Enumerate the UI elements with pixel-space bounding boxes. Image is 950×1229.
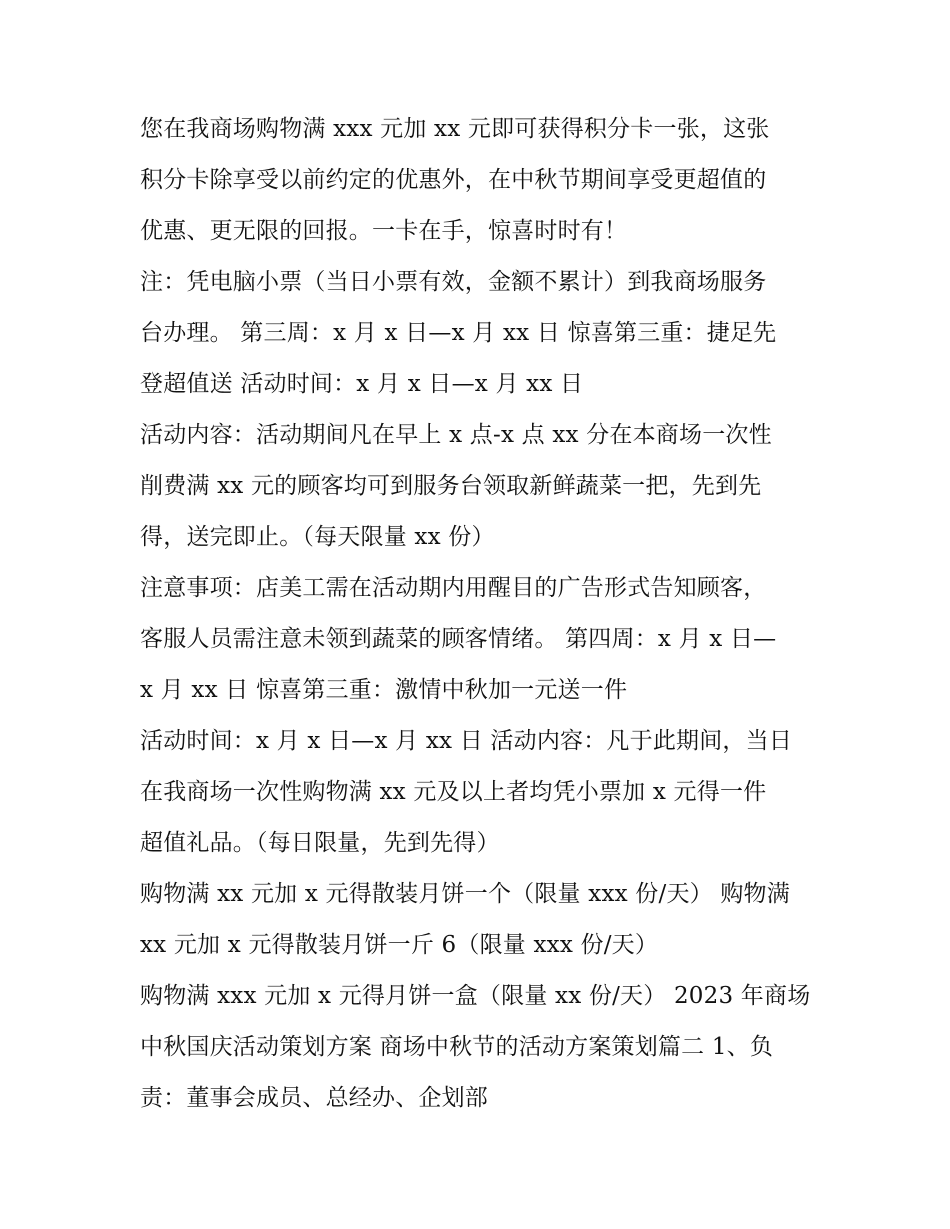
text-line: 超值礼品。（每日限量，先到先得） [140,830,500,856]
text-line: 在我商场一次性购物满 xx 元及以上者均凭小票加 x 元得一件 [140,779,767,805]
text-line: 购物满 xx 元加 x 元得散装月饼一个（限量 xxx 份/天） 购物满 [140,881,790,907]
text-line: 活动内容：活动期间凡在早上 x 点-x 点 xx 分在本商场一次性 [140,422,772,448]
text-line: 台办理。 第三周：x 月 x 日—x 月 xx 日 惊喜第三重：捷足先 [140,320,777,346]
text-line: 积分卡除享受以前约定的优惠外，在中秋节期间享受更超值的 [140,167,767,193]
text-line: 客服人员需注意未领到蔬菜的顾客情绪。 第四周：x 月 x 日— [140,626,777,652]
text-line: 中秋国庆活动策划方案 商场中秋节的活动方案策划篇二 1、负 [140,1034,774,1060]
text-line: x 月 xx 日 惊喜第三重：激情中秋加一元送一件 [140,677,628,703]
text-line: 责：董事会成员、总经办、企划部 [140,1085,488,1111]
text-line: 注：凭电脑小票（当日小票有效，金额不累计）到我商场服务 [140,269,767,295]
text-line: 得，送完即止。（每天限量 xx 份） [140,524,495,550]
text-line: 登超值送 活动时间：x 月 x 日—x 月 xx 日 [140,371,584,397]
text-line: 注意事项：店美工需在活动期内用醒目的广告形式告知顾客， [140,575,767,601]
text-line: 活动时间：x 月 x 日—x 月 xx 日 活动内容：凡于此期间，当日 [140,728,793,754]
text-line: 您在我商场购物满 xxx 元加 xx 元即可获得积分卡一张，这张 [140,116,770,142]
text-line: 削费满 xx 元的顾客均可到服务台领取新鲜蔬菜一把，先到先 [140,473,762,499]
text-line: 优惠、更无限的回报。一卡在手，惊喜时时有！ [140,218,628,244]
text-line: xx 元加 x 元得散装月饼一斤 6（限量 xxx 份/天） [140,932,659,958]
text-line: 购物满 xxx 元加 x 元得月饼一盒（限量 xx 份/天） 2023 年商场 [140,983,811,1009]
body-text [140,104,820,1124]
